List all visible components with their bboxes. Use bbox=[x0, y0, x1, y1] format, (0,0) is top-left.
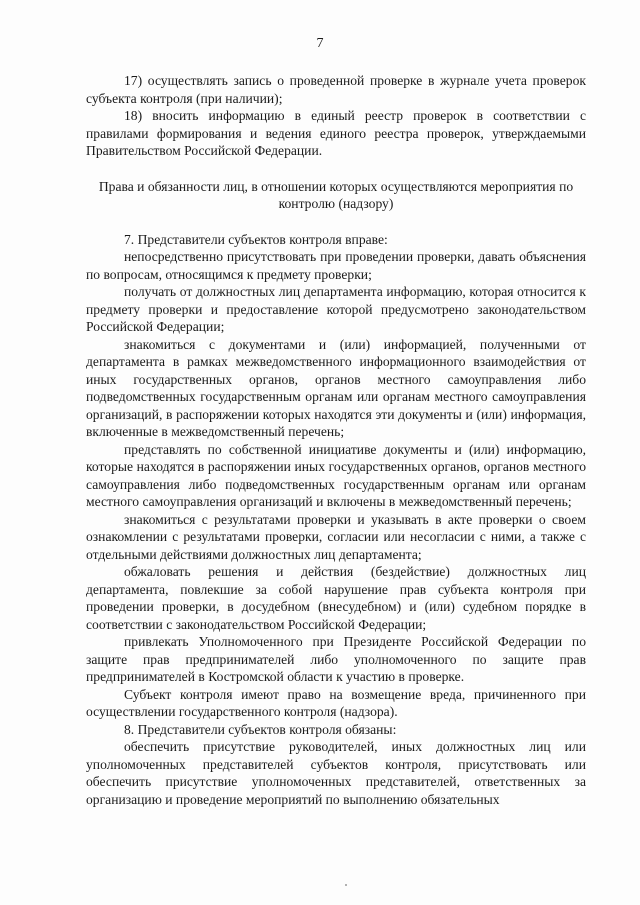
section-7-item: получать от должностных лиц департамента информацию, которая относится к предмету проверки и предоставление которой предусмотрено законодательством Российской Федерации; bbox=[86, 284, 586, 334]
section-heading: Права и обязанности лиц, в отношении которых осуществляются мероприятия по контролю (надзору) bbox=[98, 178, 574, 211]
section-8-intro: 8. Представители субъектов контроля обязаны: bbox=[124, 721, 397, 737]
section-7-item: знакомиться с документами и (или) информацией, полученными от департамента в рамках межведомственного информационного взаимодействия от иных государственных органов, органов местного самоуправления либо подведомственных государственным органам или органам местного самоуправления организаций, в распоряжении которых находятся эти документы и (или) информация, включенные в межведомственный перечень; bbox=[86, 336, 586, 439]
scan-speck bbox=[345, 884, 347, 886]
section-7-item: непосредственно присутствовать при проведении проверки, давать объяснения по вопросам, относящимся к предмету проверки; bbox=[86, 249, 586, 282]
spacer bbox=[86, 213, 586, 231]
section-7-item: представлять по собственной инициативе документы и (или) информацию, которые находятся в распоряжении иных государственных органов, органов местного самоуправления либо подведомственных государственным органам или органам местного самоуправления организаций и включены в межведомственный перечень; bbox=[86, 441, 586, 509]
section-7-item: знакомиться с результатами проверки и указывать в акте проверки о своем ознакомлении с результатами проверки, согласии или несогласии с ними, а также с отдельными действиями должностных лиц департамента; bbox=[86, 511, 586, 562]
page-number: 7 bbox=[316, 36, 324, 51]
section-8-item: обеспечить присутствие руководителей, иных должностных лиц или уполномоченных представителей субъектов контроля, присутствовать или обеспечить присутствие уполномоченных представителей, ответственных за организацию и проведение мероприятий по выполнению обязательных bbox=[86, 739, 586, 807]
document-body bbox=[86, 72, 586, 808]
paragraph-item-17: 17) осуществлять запись о проведенной проверке в журнале учета проверок субъекта контроля (при наличии); bbox=[86, 73, 586, 106]
section-7-item: привлекать Уполномоченного при Президенте Российской Федерации по защите прав предпринимателей либо уполномоченного по защите прав предпринимателей в Костромской области к участию в проверке. bbox=[86, 634, 586, 684]
spacer bbox=[86, 160, 586, 178]
compensation-paragraph: Субъект контроля имеют право на возмещение вреда, причиненного при осуществлении государственного контроля (надзора). bbox=[86, 686, 586, 719]
paragraph-item-18: 18) вносить информацию в единый реестр проверок в соответствии с правилами формирования и ведения единого реестра проверок, утверждаемыми Правительством Российской Федерации. bbox=[86, 108, 586, 158]
section-7-intro: 7. Представители субъектов контроля вправе: bbox=[124, 231, 388, 247]
section-7-item: обжаловать решения и действия (бездействие) должностных лиц департамента, повлекшие за собой нарушение прав субъекта контроля при проведении проверки, в досудебном (внесудебном) и (или) судебном порядке в соответствии с законодательством Российской Федерации; bbox=[86, 564, 586, 632]
